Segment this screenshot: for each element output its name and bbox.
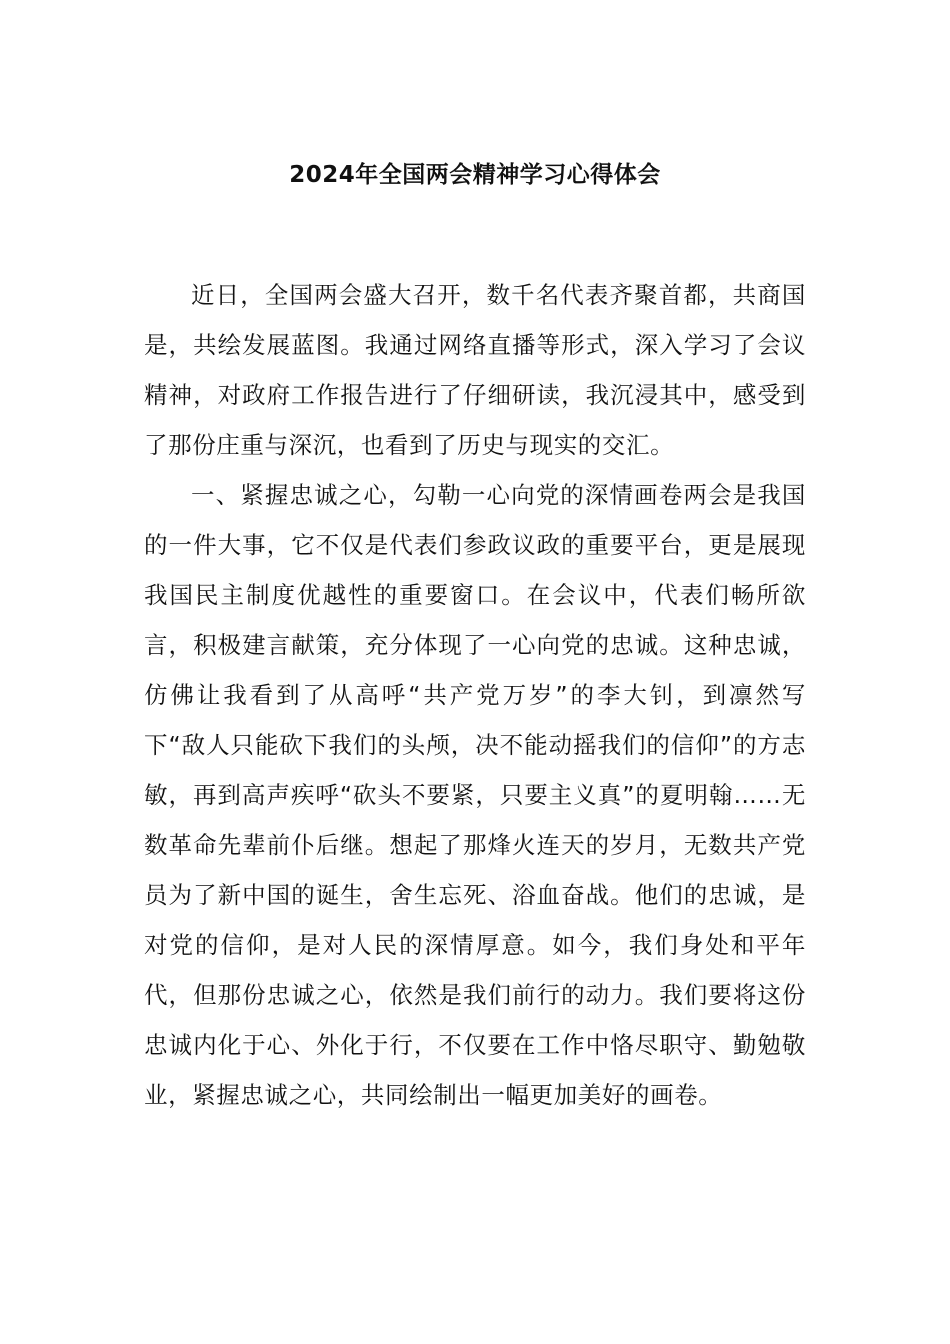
document-body (144, 270, 806, 1120)
paragraph-section-one: 一、紧握忠诚之心，勾勒一心向党的深情画卷两会是我国的一件大事，它不仅是代表们参政议政的重要平台，更是展现我国民主制度优越性的重要窗口。在会议中，代表们畅所欲言，积极建言献策，充分体现了一心向党的忠诚。这种忠诚，仿佛让我看到了从高呼“共产党万岁”的李大钊，到凛然写下“敌人只能砍下我们的头颅，决不能动摇我们的信仰”的方志敏，再到高声疾呼“砍头不要紧，只要主义真”的夏明翰……无数革命先辈前仆后继。想起了那烽火连天的岁月，无数共产党员为了新中国的诞生，舍生忘死、浴血奋战。他们的忠诚，是对党的信仰，是对人民的深情厚意。如今，我们身处和平年代，但那份忠诚之心，依然是我们前行的动力。我们要将这份忠诚内化于心、外化于行，不仅要在工作中恪尽职守、勤勉敬业，紧握忠诚之心，共同绘制出一幅更加美好的画卷。 (144, 481, 806, 1109)
document-title: 2024年全国两会精神学习心得体会 (289, 162, 661, 188)
paragraph-intro: 近日，全国两会盛大召开，数千名代表齐聚首都，共商国是，共绘发展蓝图。我通过网络直播等形式，深入学习了会议精神，对政府工作报告进行了仔细研读，我沉浸其中，感受到了那份庄重与深沉，也看到了历史与现实的交汇。 (144, 281, 806, 459)
